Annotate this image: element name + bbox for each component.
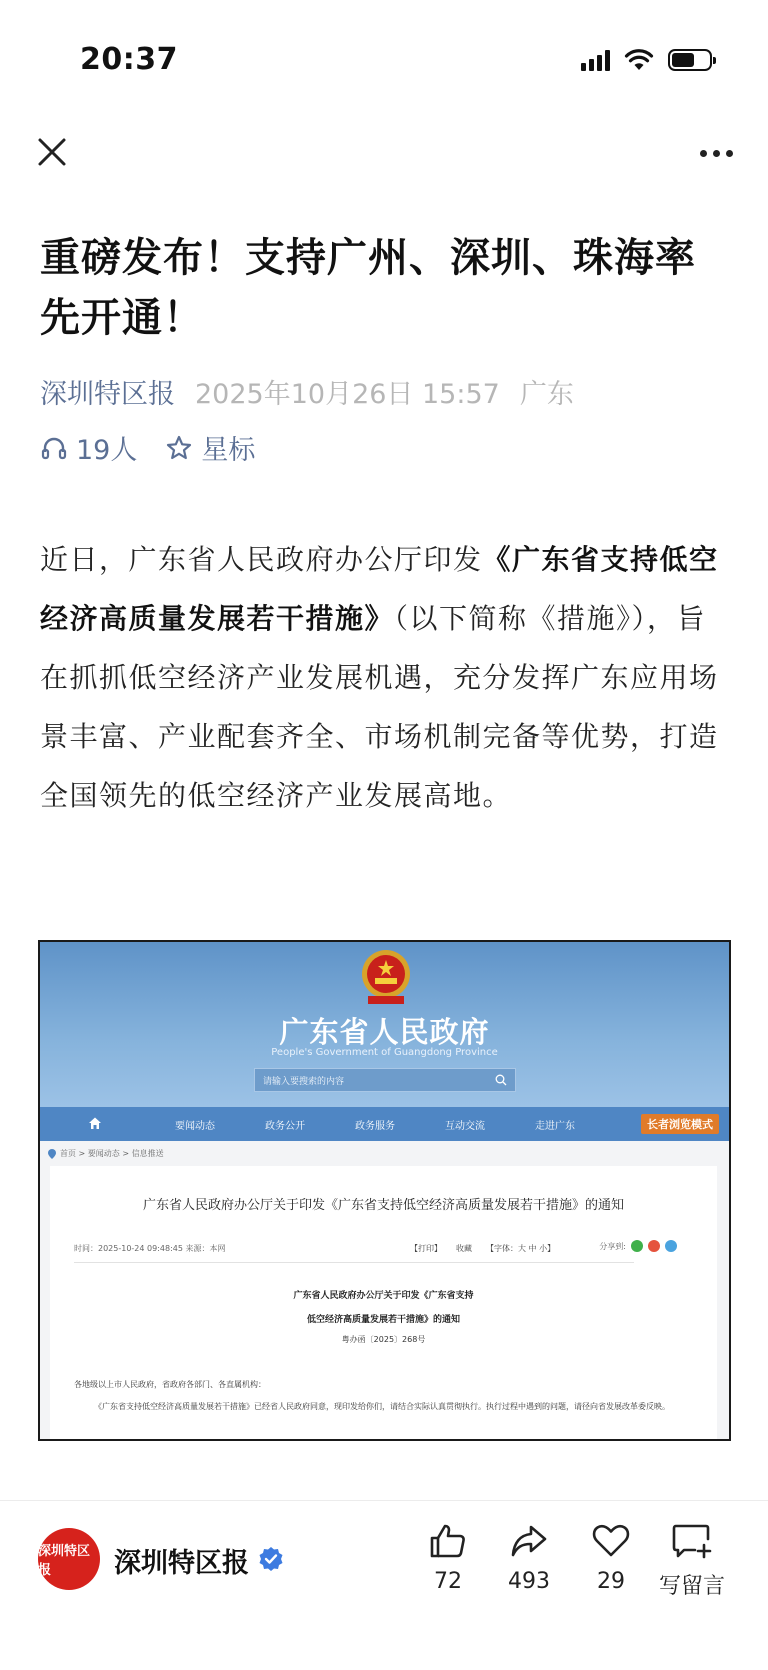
embed-para-1: 各地级以上市人民政府，省政府各部门、各直属机构： <box>74 1380 266 1389</box>
wifi-icon <box>624 48 654 72</box>
gov-name: 广东省人民政府 <box>279 1015 490 1049</box>
star-icon <box>165 434 193 462</box>
embed-elder-mode: 长者浏览模式 <box>641 1114 719 1134</box>
article-image[interactable] <box>38 940 731 1441</box>
embed-nav-item: 政务服务 <box>355 1120 395 1132</box>
listener-count: 19人 <box>76 435 138 466</box>
article-stats <box>40 428 255 467</box>
gov-name-en: People's Government of Guangdong Province <box>271 1047 498 1058</box>
body-bold-title: 《广东省支持低空经济高质量发展若干措施》 <box>40 543 719 635</box>
top-nav <box>0 120 768 180</box>
favorite-button[interactable] <box>571 1521 651 1594</box>
status-icons <box>581 48 712 72</box>
embed-nav-item: 互动交流 <box>445 1120 485 1132</box>
embed-search-placeholder: 请输入要搜索的内容 <box>263 1076 345 1087</box>
favorite-count: 29 <box>597 1569 625 1594</box>
more-icon <box>700 150 707 157</box>
qq-icon <box>665 1240 677 1252</box>
share-count: 493 <box>508 1569 550 1594</box>
home-icon <box>88 1116 102 1130</box>
national-emblem-icon <box>358 948 414 1008</box>
body-suffix: （以下简称《措施》），旨在抓抓低空经济产业发展机遇，充分发挥广东应用场景丰富、产业配套齐全、市场机制完备等优势，打造全国领先的低空经济产业发展高地。 <box>40 602 719 812</box>
embed-info: 时间：2025-10-24 09:48:45 来源：本网 <box>74 1244 226 1253</box>
embed-nav-item: 走进广东 <box>535 1120 575 1132</box>
battery-icon <box>668 49 712 71</box>
close-icon[interactable] <box>30 130 74 174</box>
like-count: 72 <box>434 1569 462 1594</box>
embed-tool: 收藏 <box>456 1244 472 1253</box>
publish-time: 2025年10月26日 15:57 <box>195 379 500 410</box>
listen-button[interactable] <box>40 428 137 467</box>
weibo-icon <box>648 1240 660 1252</box>
embed-nav <box>40 1107 729 1141</box>
verified-badge-icon <box>258 1546 284 1572</box>
thumbs-up-icon <box>428 1521 468 1561</box>
embed-tool: 【打印】 <box>410 1244 442 1253</box>
embed-para-2: 《广东省支持低空经济高质量发展若干措施》已经省人民政府同意，现印发给你们，请结合实际认真贯彻执行。执行过程中遇到的问题，请径向省发展改革委反映。 <box>94 1402 670 1411</box>
avatar[interactable]: 深圳特区报 <box>38 1528 100 1590</box>
embed-document <box>50 1166 717 1441</box>
embed-doc-number: 粤办函〔2025〕268号 <box>341 1335 426 1344</box>
gov-banner <box>40 942 729 1107</box>
comment-add-icon <box>671 1521 713 1561</box>
comment-button[interactable] <box>652 1521 732 1600</box>
source-link[interactable]: 深圳特区报 <box>40 379 175 410</box>
status-time: 20:37 <box>80 42 178 77</box>
headphones-icon <box>40 434 68 462</box>
body-prefix: 近日，广东省人民政府办公厅印发 <box>40 543 483 576</box>
embed-heading-1: 广东省人民政府办公厅关于印发《广东省支持 <box>293 1291 474 1301</box>
embed-nav-item: 要闻动态 <box>175 1120 215 1132</box>
publish-location: 广东 <box>519 379 574 410</box>
embed-breadcrumb-text: 首页 > 要闻动态 > 信息推送 <box>60 1149 164 1158</box>
account-name[interactable]: 深圳特区报 <box>114 1548 249 1579</box>
embed-share-label: 分享到: <box>599 1241 626 1251</box>
cellular-signal-icon <box>581 49 610 71</box>
embed-breadcrumb <box>48 1148 164 1159</box>
embed-share <box>599 1240 677 1252</box>
location-pin-icon <box>48 1149 56 1159</box>
article-meta <box>40 372 574 411</box>
embed-heading-2: 低空经济高质量发展若干措施》的通知 <box>306 1315 460 1325</box>
star-button[interactable] <box>165 428 255 467</box>
share-icon <box>509 1521 549 1561</box>
embed-nav-item: 政务公开 <box>265 1120 305 1132</box>
embed-divider <box>74 1262 634 1263</box>
like-button[interactable] <box>408 1521 488 1594</box>
embed-home <box>40 1116 150 1133</box>
embed-tool: 【字体：大 中 小】 <box>486 1244 556 1253</box>
embed-doc-title: 广东省人民政府办公厅关于印发《广东省支持低空经济高质量发展若干措施》的通知 <box>142 1198 624 1213</box>
comment-label: 写留言 <box>658 1574 725 1599</box>
embed-tools <box>410 1243 555 1254</box>
more-button[interactable] <box>694 138 738 168</box>
star-label: 星标 <box>201 435 256 466</box>
bottom-bar <box>0 1501 768 1670</box>
status-bar <box>0 0 768 120</box>
article-title: 重磅发布！支持广州、深圳、珠海率先开通！ <box>40 235 696 341</box>
embed-search <box>254 1068 516 1092</box>
heart-icon <box>591 1521 631 1561</box>
wechat-icon <box>631 1240 643 1252</box>
share-button[interactable] <box>489 1521 569 1594</box>
search-icon <box>495 1074 507 1086</box>
article-body <box>40 530 730 825</box>
